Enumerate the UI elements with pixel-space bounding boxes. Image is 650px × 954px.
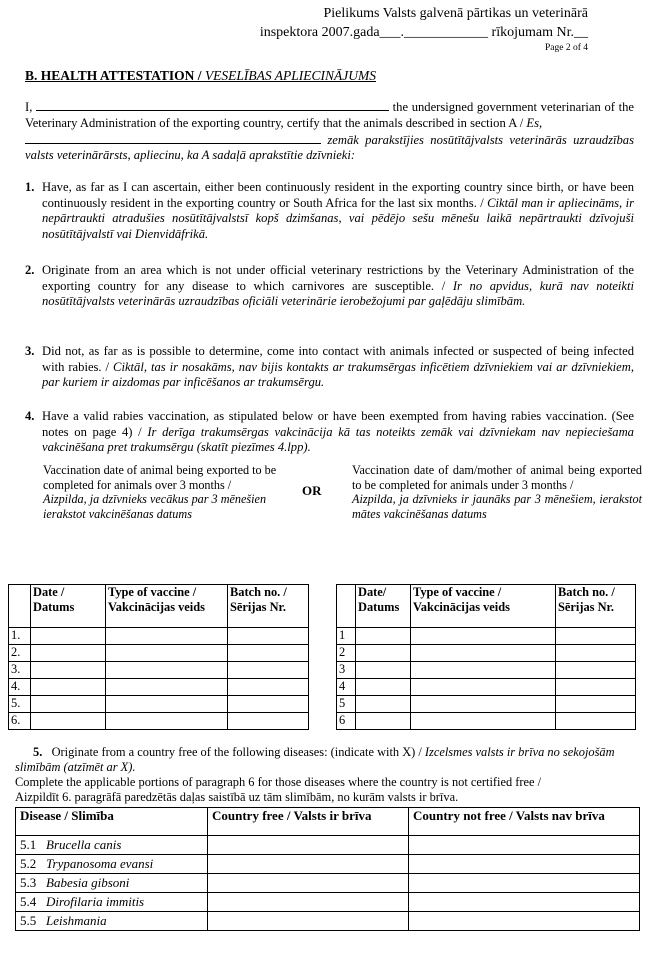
- item-text-en: Have a valid rabies vaccination, as stipulated below or have been exempted from having rabies vaccination. (See notes on page 4) /: [42, 409, 634, 439]
- table-row: [337, 679, 636, 696]
- item-5-text-en: Originate from a country free of the following diseases: (indicate with X) /: [51, 745, 425, 759]
- batch-cell[interactable]: [228, 662, 309, 679]
- date-cell[interactable]: [31, 696, 106, 713]
- batch-cell[interactable]: [228, 645, 309, 662]
- country-free-cell[interactable]: [208, 912, 409, 931]
- disease-name: Dirofilaria immitis: [46, 894, 145, 909]
- disease-number: 5.3: [20, 875, 37, 890]
- row-number: 4.: [9, 679, 31, 696]
- country-not-free-cell[interactable]: [409, 874, 640, 893]
- row-number: 5: [337, 696, 356, 713]
- disease-name: Trypanosoma evansi: [46, 856, 154, 871]
- veterinarian-name-field[interactable]: [36, 99, 389, 111]
- row-number: 1: [337, 628, 356, 645]
- table-row: [337, 713, 636, 730]
- disease-number: 5.5: [20, 913, 37, 928]
- item-text-lv: Ir no apvidus, kurā nav noteikti nosūtītājvalsts veterinārās uzraudzības oficiāli veterinārie ierobežojumi par gaļēdāju slimībām.: [42, 278, 634, 309]
- vaccine-type-header: Type of vaccine / Vakcinācijas veids: [411, 585, 556, 628]
- row-number: 4: [337, 679, 356, 696]
- intro-text-en: the undersigned government veterinarian of the Veterinary Administration of the exporting country, certify that the animals described in section A /: [25, 100, 634, 130]
- table-row: [9, 645, 309, 662]
- date-cell[interactable]: [356, 679, 411, 696]
- section-title: [25, 68, 376, 84]
- vaccine-type-cell[interactable]: [106, 662, 228, 679]
- disease-number: 5.4: [20, 894, 37, 909]
- vaccine-type-header: Type of vaccine / Vakcinācijas veids: [106, 585, 228, 628]
- disease-table: [15, 807, 640, 931]
- vaccination-instructions-right: [352, 463, 642, 521]
- country-not-free-cell[interactable]: [409, 912, 640, 931]
- vaccine-type-cell[interactable]: [106, 645, 228, 662]
- date-cell[interactable]: [356, 713, 411, 730]
- item-number: 1.: [25, 180, 35, 194]
- date-cell[interactable]: [31, 679, 106, 696]
- item-text-en: Did not, as far as is possible to determine, come into contact with animals infected or suspected of being infected with rabies. /: [42, 344, 634, 374]
- item-number: 3.: [25, 344, 35, 358]
- row-number: 3.: [9, 662, 31, 679]
- list-item: [25, 409, 634, 456]
- row-number: 1.: [9, 628, 31, 645]
- item-text-lv: Ir derīga trakumsērgas vakcinācija kā tas noteikts zemāk vai dzīvniekam nav nepieciešama vakcinēšana pret trakumsērgu (skatīt piezīmes 4.lpp).: [42, 424, 634, 455]
- header-line-1: Pielikums Valsts galvenā pārtikas un veterinārā: [323, 6, 588, 21]
- page-number: Page 2 of 4: [544, 43, 588, 53]
- disease-number: 5.1: [20, 837, 37, 852]
- disease-cell: [16, 836, 208, 855]
- item-5-note-lv: Aizpildīt 6. paragrāfā paredzētās daļas saistībā uz tām slimībām, no kurām valsts ir brīva.: [15, 790, 459, 804]
- country-not-free-cell[interactable]: [409, 855, 640, 874]
- vaccine-type-cell[interactable]: [106, 628, 228, 645]
- item-text-lv: Ciktāl, tas ir nosakāms, nav bijis kontakts ar trakumsērgas inficētiem dzīvniekiem vai ar dzīvniekiem, par kuriem ir aizdomas par inficēšanos ar trakumsērgu.: [42, 359, 635, 390]
- table-row: [16, 874, 640, 893]
- batch-header: Batch no. / Sērijas Nr.: [228, 585, 309, 628]
- country-not-free-header: Country not free / Valsts nav brīva: [409, 808, 640, 836]
- row-number: 2: [337, 645, 356, 662]
- date-header: Date/ Datums: [356, 585, 411, 628]
- list-item: [25, 344, 634, 391]
- batch-cell[interactable]: [228, 713, 309, 730]
- item-text-en: Have, as far as I can ascertain, either been continuously resident in the exporting country since birth, or have been continuously resident in the exporting country or South Africa for the last six months. /: [42, 180, 634, 210]
- item-text-lv: Ciktāl man ir apliecināms, ir nepārtraukti atradušies nosūtītājvalstsī kopš dzimšanas, vai pēdējo sešu mēnešu laikā nepārtraukti dzīvojuši nosūtītājvalstī vai Dienvidāfrikā.: [42, 195, 635, 241]
- country-free-cell[interactable]: [208, 893, 409, 912]
- vaccine-type-cell[interactable]: [411, 645, 556, 662]
- date-cell[interactable]: [31, 628, 106, 645]
- vaccine-type-cell[interactable]: [411, 713, 556, 730]
- disease-name: Leishmania: [46, 913, 107, 928]
- disease-name: Babesia gibsoni: [46, 875, 130, 890]
- disease-cell: [16, 855, 208, 874]
- table-row: [337, 662, 636, 679]
- table-row: [9, 696, 309, 713]
- row-number: 2.: [9, 645, 31, 662]
- batch-cell[interactable]: [228, 679, 309, 696]
- table-row: [337, 645, 636, 662]
- or-label: OR: [302, 483, 322, 498]
- row-number: 6.: [9, 713, 31, 730]
- vaccine-type-cell[interactable]: [411, 679, 556, 696]
- row-number-header: [337, 585, 356, 628]
- intro-paragraph: [25, 99, 634, 164]
- vaccination-instructions-left: [43, 463, 303, 521]
- batch-header: Batch no. / Sērijas Nr.: [556, 585, 636, 628]
- disease-header: Disease / Slimība: [16, 808, 208, 836]
- vaccination-left-en: Vaccination date of animal being exported to be completed for animals over 3 months /: [43, 463, 277, 492]
- row-number: 6: [337, 713, 356, 730]
- disease-cell: [16, 912, 208, 931]
- country-free-cell[interactable]: [208, 855, 409, 874]
- batch-cell[interactable]: [556, 645, 636, 662]
- vaccination-table-left: [8, 584, 309, 730]
- table-row: [9, 628, 309, 645]
- table-row: [16, 893, 640, 912]
- vaccination-table-right: [336, 584, 636, 730]
- country-free-cell[interactable]: [208, 874, 409, 893]
- batch-cell[interactable]: [228, 628, 309, 645]
- row-number-header: [9, 585, 31, 628]
- list-item: [25, 263, 634, 310]
- date-cell[interactable]: [356, 628, 411, 645]
- vaccine-type-cell[interactable]: [106, 696, 228, 713]
- batch-cell[interactable]: [556, 628, 636, 645]
- header-line-2: inspektora 2007.gada___.____________ rīkojumam Nr.__: [259, 25, 588, 40]
- date-cell[interactable]: [31, 662, 106, 679]
- intro-text-lv: zemāk parakstījies nosūtītājvalsts veterinārās uzraudzības valsts veterinārārsts, apliecinu, ka A sadaļā aprakstītie dzīvnieki:: [25, 132, 634, 163]
- intro-es: Es,: [526, 115, 543, 130]
- batch-cell[interactable]: [228, 696, 309, 713]
- table-row: [9, 713, 309, 730]
- intro-i: I,: [25, 100, 33, 114]
- country-free-cell[interactable]: [208, 836, 409, 855]
- batch-cell[interactable]: [556, 679, 636, 696]
- table-row: [9, 679, 309, 696]
- disease-name: Brucella canis: [46, 837, 122, 852]
- disease-number: 5.2: [20, 856, 37, 871]
- vaccination-left-lv: Aizpilda, ja dzīvnieks vecākus par 3 mēnešien ierakstot vakcinēšanas datums: [43, 492, 267, 521]
- item-5-paragraph: [15, 745, 640, 805]
- row-number: 3: [337, 662, 356, 679]
- vaccine-type-cell[interactable]: [411, 662, 556, 679]
- item-5-number: 5.: [33, 745, 43, 759]
- vaccine-type-cell[interactable]: [106, 713, 228, 730]
- veterinarian-name-field-lv[interactable]: [25, 132, 321, 144]
- section-title-en: B. HEALTH ATTESTATION /: [25, 68, 205, 83]
- list-item: [25, 180, 634, 242]
- section-title-lv: VESELĪBAS APLIECINĀJUMS: [204, 68, 377, 83]
- disease-cell: [16, 874, 208, 893]
- date-cell[interactable]: [31, 645, 106, 662]
- table-row: [337, 628, 636, 645]
- table-row: [337, 696, 636, 713]
- item-5-note-en: Complete the applicable portions of paragraph 6 for those diseases where the country is not certified free /: [15, 775, 542, 789]
- vaccination-right-lv: Aizpilda, ja dzīvnieks ir jaunāks par 3 mēnešiem, ierakstot mātes vakcinēšanas datums: [352, 492, 642, 521]
- table-row: [16, 836, 640, 855]
- vaccination-right-en: Vaccination date of dam/mother of animal being exported to be completed for animals under 3 months /: [352, 463, 642, 492]
- item-text-en: Originate from an area which is not under official veterinary restrictions by the Veterinary Administration of the exporting country for any disease to which carnivores are susceptible. /: [42, 263, 634, 293]
- date-cell[interactable]: [356, 696, 411, 713]
- country-free-header: Country free / Valsts ir brīva: [208, 808, 409, 836]
- vaccine-type-cell[interactable]: [411, 628, 556, 645]
- batch-cell[interactable]: [556, 696, 636, 713]
- item-5-text-lv: Izcelsmes valsts ir brīva no sekojošām slimībām (atzīmēt ar X).: [15, 745, 615, 774]
- table-row: [9, 662, 309, 679]
- date-cell[interactable]: [356, 645, 411, 662]
- table-row: [16, 855, 640, 874]
- vaccine-type-cell[interactable]: [411, 696, 556, 713]
- country-not-free-cell[interactable]: [409, 836, 640, 855]
- date-header: Date / Datums: [31, 585, 106, 628]
- date-cell[interactable]: [356, 662, 411, 679]
- row-number: 5.: [9, 696, 31, 713]
- item-number: 2.: [25, 263, 35, 277]
- item-number: 4.: [25, 409, 35, 423]
- table-row: [16, 912, 640, 931]
- date-cell[interactable]: [31, 713, 106, 730]
- vaccine-type-cell[interactable]: [106, 679, 228, 696]
- batch-cell[interactable]: [556, 662, 636, 679]
- country-not-free-cell[interactable]: [409, 893, 640, 912]
- batch-cell[interactable]: [556, 713, 636, 730]
- disease-cell: [16, 893, 208, 912]
